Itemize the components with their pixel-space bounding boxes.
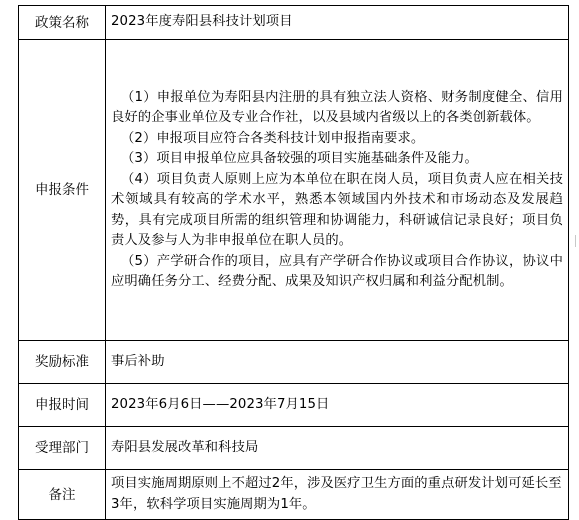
- condition-item-4: （4）项目负责人原则上应为本单位在职在岗人员，项目负责人应在相关技术领域具有较高的学术水平，熟悉本领域国内外技术和市场动态及发展趋势，具有完成项目所需的组织管理和协调能力，科研诚信记录良好；项目负责人及参与人为非申报单位在职人员的。: [111, 171, 563, 248]
- time-value: 2023年6月6日——2023年7月15日: [106, 384, 569, 427]
- page-edge-divider: [575, 235, 579, 247]
- dept-label: 受理部门: [19, 427, 106, 470]
- reward-value: 事后补助: [106, 341, 569, 384]
- policy-table: [18, 5, 569, 520]
- condition-item-1: （1）申报单位为寿阳县内注册的具有独立法人资格、财务制度健全、信用良好的企事业单位及专业合作社，以及县域内省级以上的各类创新载体。: [111, 89, 563, 125]
- policy-name-label: 政策名称: [19, 6, 106, 40]
- table-row-conditions: [19, 40, 569, 341]
- policy-name-value: 2023年度寿阳县科技计划项目: [106, 6, 569, 40]
- remark-value: 项目实施周期原则上不超过2年，涉及医疗卫生方面的重点研发计划可延长至3年，软科学项目实施周期为1年。: [106, 470, 569, 520]
- conditions-label: 申报条件: [19, 40, 106, 341]
- dept-value: 寿阳县发展改革和科技局: [106, 427, 569, 470]
- table-row-reward: [19, 341, 569, 384]
- conditions-value: [106, 40, 569, 341]
- condition-item-2: （2）申报项目应符合各类科技计划申报指南要求。: [121, 130, 425, 146]
- table-row-remark: [19, 470, 569, 520]
- reward-label: 奖励标准: [19, 341, 106, 384]
- table-row-policy-name: [19, 6, 569, 40]
- remark-label: 备注: [19, 470, 106, 520]
- table-row-dept: [19, 427, 569, 470]
- condition-item-3: （3）项目申报单位应具备较强的项目实施基础条件及能力。: [121, 151, 478, 166]
- condition-item-5: （5）产学研合作的项目，应具有产学研合作协议或项目合作协议，协议中应明确任务分工、经费分配、成果及知识产权归属和利益分配机制。: [111, 253, 563, 289]
- time-label: 申报时间: [19, 384, 106, 427]
- table-row-time: [19, 384, 569, 427]
